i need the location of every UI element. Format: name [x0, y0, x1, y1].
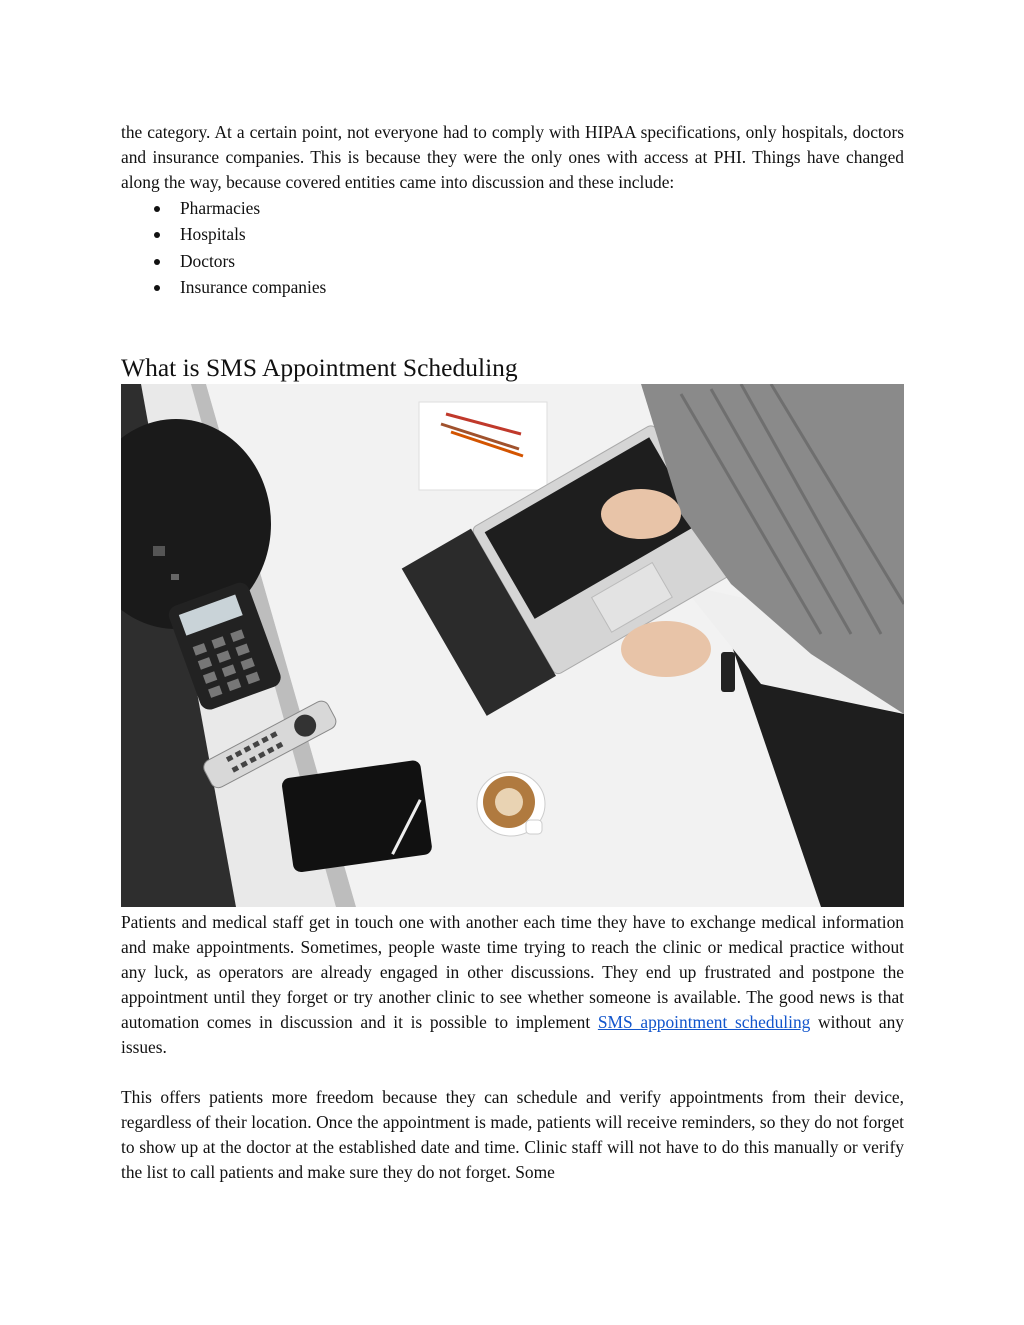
list-item: Insurance companies	[121, 274, 904, 300]
sms-appointment-scheduling-link[interactable]: SMS appointment scheduling	[597, 1012, 811, 1032]
list-item: Hospitals	[121, 221, 904, 247]
covered-entities-list	[121, 195, 904, 301]
list-item: Pharmacies	[121, 195, 904, 221]
bullet-icon	[154, 206, 160, 212]
intro-paragraph: the category. At a certain point, not everyone had to comply with HIPAA specifications, only hospitals, doctors and insurance companies. This is because they were the only ones with access at PHI. Things have changed along the way, because covered entities came into discussion and these include:	[121, 122, 904, 192]
desk-illustration	[121, 384, 904, 907]
bullet-icon	[154, 259, 160, 265]
list-item: Doctors	[121, 248, 904, 274]
bullet-icon	[154, 285, 160, 291]
section-heading: What is SMS Appointment Scheduling	[121, 353, 518, 382]
body-paragraph-1: Patients and medical staff get in touch one with another each time they have to exchange medical information and make appointments. Sometimes, people waste time trying to reach the clinic or medical practice without any luck, as operators are already engaged in other discussions. They end up frustrated and postpone the appointment until they forget or try another clinic to see whether someone is available. The good news is that automation comes in discussion and it is possible to implement SMS appointment scheduling without any issues.	[121, 912, 904, 1057]
body-paragraph-2: This offers patients more freedom because they can schedule and verify appointments from their device, regardless of their location. Once the appointment is made, patients will receive reminders, so they do not forget to show up at the doctor at the established date and time. Clinic staff will not have to do this manually or verify the list to call patients and make sure they do not forget. Some	[121, 1087, 904, 1182]
document-page	[121, 120, 904, 1182]
bullet-icon	[154, 232, 160, 238]
office-desk-photo	[121, 384, 904, 907]
